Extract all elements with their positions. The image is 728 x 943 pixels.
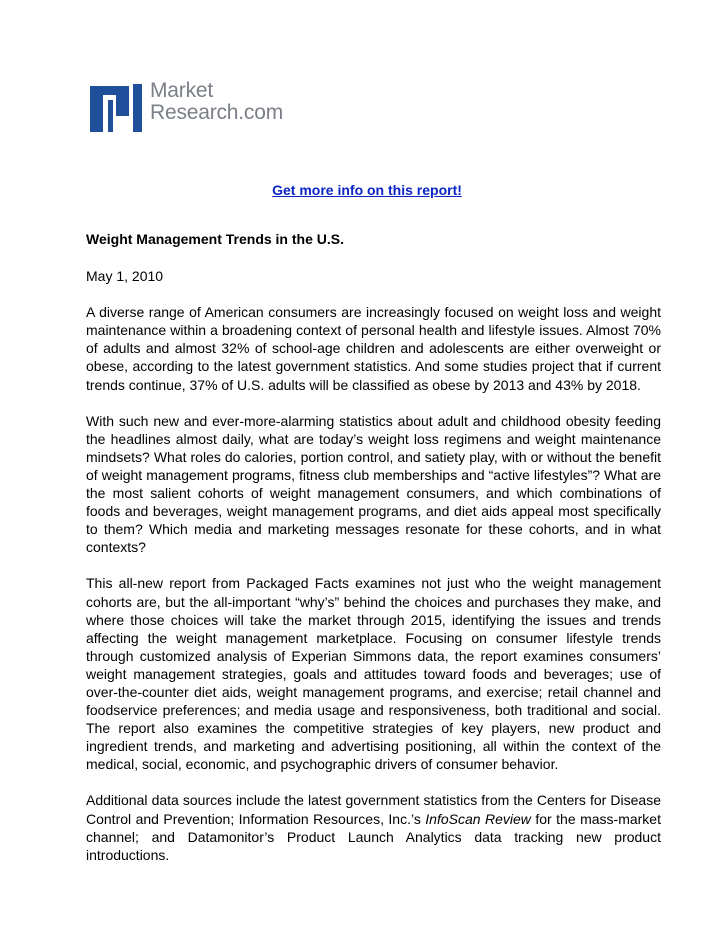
logo-line-market: Market bbox=[150, 79, 213, 102]
marketresearch-logo[interactable] bbox=[90, 79, 283, 132]
report-paragraph: With such new and ever-more-alarming statistics about adult and childhood obesity feeding the headlines almost daily, what are today’s weight loss regimens and weight maintenance mindsets? What roles do calories, portion control, and satiety play, with or without the benefit of weight management programs, fitness club memberships and “active lifestyles”? What are the most salient cohorts of weight management consumers, and which combinations of foods and beverages, weight management programs, and diet aids appeal most specifically to them? Which media and marketing messages resonate for these cohorts, and in what contexts? bbox=[86, 412, 661, 556]
report-paragraph-sources bbox=[86, 791, 661, 863]
report-body bbox=[86, 230, 661, 864]
report-paragraph: This all-new report from Packaged Facts examines not just who the weight management cohorts are, but the all-important “why’s” behind the choices and purchases they make, and where those choices will take the market through 2015, identifying the issues and trends affecting the weight management marketplace. Focusing on consumer lifestyle trends through customized analysis of Experian Simmons data, the report examines consumers’ weight management strategies, goals and attitudes toward foods and beverages; use of over-the-counter diet aids, weight management programs, and exercise; retail channel and foodservice preferences; and media usage and responsiveness, both traditional and social. The report also examines the competitive strategies of key players, new product and ingredient trends, and marketing and advertising positioning, all within the context of the medical, social, economic, and psychographic drivers of consumer behavior. bbox=[86, 575, 661, 773]
sources-text-after: for the mass-market channel; and Datamonitor’s Product Launch Analytics data tracking new product introductions. bbox=[86, 810, 661, 863]
logo-wordmark bbox=[150, 80, 283, 124]
report-paragraph: A diverse range of American consumers are increasingly focused on weight loss and weight maintenance within a broadening context of personal health and lifestyle issues. Almost 70% of adults and almost 32% of school-age children and adolescents are either overweight or obese, according to the latest government statistics. And some studies project that if current trends continue, 37% of U.S. adults will be classified as obese by 2013 and 43% by 2018. bbox=[86, 304, 661, 393]
infoscan-review-title: InfoScan Review bbox=[425, 810, 531, 827]
report-title: Weight Management Trends in the U.S. bbox=[86, 231, 344, 247]
logo-line-research: Research.com bbox=[150, 101, 283, 124]
report-date: May 1, 2010 bbox=[86, 268, 164, 285]
sources-text-before: Additional data sources include the latest government statistics from the Centers for Disease Control and Prevention; Information Resources, Inc.’s bbox=[86, 792, 661, 827]
get-more-info-link[interactable]: Get more info on this report! bbox=[272, 182, 462, 198]
logo-mark-icon bbox=[90, 84, 142, 132]
